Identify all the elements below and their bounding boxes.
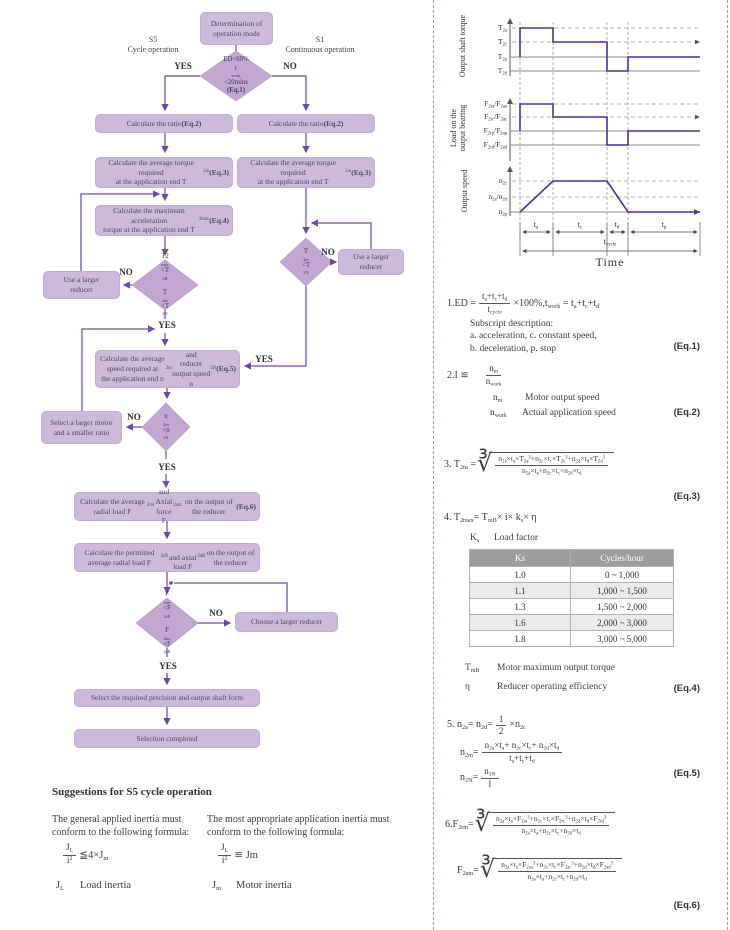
flow-box-select-larger-motor: Select a larger motor and a smaller ratio bbox=[41, 411, 122, 444]
chart-gridlines-dashed bbox=[512, 28, 700, 197]
table-header-row bbox=[470, 550, 674, 567]
flow-box-calc-permitted-load: Calculate the permitted average radial load F 2rB and axial load F 2aB on the output of the reducer bbox=[74, 543, 260, 572]
cycles-cell: 2,000 ~ 3,000 bbox=[571, 615, 674, 631]
interval-tp: $t_p$ bbox=[661, 220, 667, 231]
eq2-tag: (Eq.2) bbox=[673, 407, 700, 418]
bearing-level-c: $F_{2rc}/F_{2ac}$ bbox=[484, 112, 507, 123]
no-label-load: NO bbox=[209, 608, 223, 618]
eq4-tag: (Eq.4) bbox=[673, 683, 700, 694]
yes-label-ed: YES bbox=[174, 61, 192, 71]
col-header-cycles: Cycles/hour bbox=[571, 550, 674, 567]
s1-branch-label: S1 Continuous operation bbox=[285, 35, 355, 55]
flow-box-avg-torque-left: Calculate the average torque required at the application end T 2m (Eq.3) bbox=[95, 157, 233, 188]
table-row bbox=[470, 583, 674, 599]
waveforms bbox=[520, 28, 700, 212]
eq3-tag: (Eq.3) bbox=[673, 491, 700, 502]
bearing-axis-title: Load on the output bearing bbox=[449, 104, 468, 152]
no-label-torque-right: NO bbox=[321, 247, 335, 257]
no-label-speed: NO bbox=[127, 412, 141, 422]
table-row bbox=[470, 599, 674, 615]
torque-level-d: $T_{2d}$ bbox=[497, 66, 507, 77]
equation-5-line1: 5. $n_{2a}= n_{2d}=$ $\frac{1}{2}$ $\times n_{2c}$ bbox=[447, 714, 526, 736]
eq4-legend-eta: η Reducer operating efficiency bbox=[465, 682, 608, 692]
cycles-cell: 3,000 ~ 5,000 bbox=[571, 631, 674, 647]
eq2-legend-app-speed: $n_{work}$ Actual application speed bbox=[490, 408, 616, 419]
speed-waveform bbox=[520, 181, 700, 212]
flow-box-max-accel-torque: Calculate the maximum acceleration torque at the application end T 2max (Eq.4) bbox=[95, 205, 233, 236]
suggestions-right-text: The most appropriate application inertia must conform to the following formula: bbox=[207, 814, 390, 838]
flow-box-use-larger-reducer-left: Use a larger reducer bbox=[43, 271, 120, 299]
interval-ta: $t_a$ bbox=[533, 220, 539, 231]
cube-root-sign: ∛ bbox=[479, 856, 496, 883]
torque-waveform bbox=[520, 28, 700, 71]
eq4-ks-label: $K_s$ Load factor bbox=[470, 533, 539, 544]
cycle-time-label: $t_{cycle}$ bbox=[603, 237, 617, 248]
torque-level-a: $T_{2a}$ bbox=[498, 23, 507, 34]
equation-1-note: Subscript description: a. acceleration, c. constant speed, b. deceleration, p. stop bbox=[470, 319, 597, 354]
bearing-level-p: $F_{2rp}/F_{2ap}$ bbox=[483, 126, 507, 137]
flow-box-calc-radial-load: Calculate the average radial load F 2rm and Axial force F 2am on the output of the reducer (Eq.6) bbox=[74, 492, 260, 521]
torque-level-c: $T_{2c}$ bbox=[498, 37, 507, 48]
flow-box-selection-completed: Selection completed bbox=[74, 729, 260, 748]
suggestions-left-legend: $J_L$ Load inertia bbox=[56, 880, 132, 892]
cube-root-sign: ∛ bbox=[474, 810, 490, 837]
speed-level-c: $n_{2c}$ bbox=[498, 176, 507, 187]
cycles-cell: 1,500 ~ 2,000 bbox=[571, 599, 674, 615]
suggestions-right-legend: $J_m$ Motor inertia bbox=[212, 880, 292, 892]
interval-tc: $t_c$ bbox=[577, 220, 583, 231]
flow-box-calc-ratio-left: Calculate the ratio (Eq.2) bbox=[95, 114, 233, 133]
decision-torque-check-left: T2 max 2B T 2m 2N bbox=[161, 253, 169, 317]
equation-6-line2: $F_{2am}=$ ∛ $\frac{n_{2a}\times t_a\times F_{2aa}^3+n_{2c}\times t_c\times F_{2ac}^3+n_{2d}\times t_d\times F_{2ad}^3}{n_{2a}\times t_a+n_{2c}\times t_c+n_{2d}\times t_d}$ bbox=[457, 858, 622, 883]
flow-box-select-precision: Select the required precision and output shaft form bbox=[74, 689, 260, 707]
yes-label-speed: YES bbox=[158, 462, 176, 472]
bearing-level-d: $F_{2rd}/F_{2ad}$ bbox=[483, 140, 507, 151]
decision-ed-duty: ED<60% t work <20mins (Eq.1) bbox=[223, 56, 249, 95]
eq5-tag: (Eq.5) bbox=[673, 768, 700, 779]
equation-1: 1.ED = $\frac{t_a+t_c+t_d}{t_{cycle}}$ $\times 100\%,t_{work} = t_a+t_c+t_d$ bbox=[447, 291, 600, 317]
eq2-legend-motor-speed: $n_m$ Motor output speed bbox=[493, 393, 600, 404]
table-row bbox=[470, 615, 674, 631]
ks-cell: 1.1 bbox=[470, 583, 571, 599]
flow-box-choose-larger-reducer: Choose a larger reducer bbox=[235, 612, 338, 632]
speed-level-ad: $n_{2a}/n_{2d}$ bbox=[488, 192, 507, 203]
time-boundary-dashes bbox=[520, 22, 628, 250]
flow-box-calc-ratio-right: Calculate the ratio (Eq.2) bbox=[237, 114, 375, 133]
interval-td: $t_d$ bbox=[614, 220, 620, 231]
flow-box-use-larger-reducer-right: Use a larger reducer bbox=[338, 249, 404, 275]
time-axis-label: Time bbox=[595, 255, 625, 269]
ks-cell: 1.0 bbox=[470, 567, 571, 583]
equation-5-line2: $n_{2m}=$ $\frac{n_{2a}\times t_a+ n_{2c}\times t_c+ n_{2d}\times t_d}{t_a+t_c+t_d}$ bbox=[460, 740, 565, 766]
flow-box-avg-torque-right: Calculate the average torque required at the application end T 2m (Eq.3) bbox=[237, 157, 375, 188]
eq6-tag: (Eq.6) bbox=[673, 900, 700, 911]
bearing-load-waveform bbox=[520, 104, 700, 145]
equation-4: 4. $T_{2max}= T_{mB}\times i\times k_s\times \eta$ bbox=[444, 512, 537, 524]
speed-level-p: $n_{2p}$ bbox=[498, 207, 507, 218]
s5-branch-label: S5 Cycle operation bbox=[127, 35, 179, 55]
equation-2: 2.I ≌ $\frac{n_m}{n_{work}}$ bbox=[447, 363, 502, 389]
no-label-ed: NO bbox=[283, 61, 297, 71]
flow-box-start: Determination of operation mode bbox=[200, 12, 273, 45]
suggestions-right-formula: $\frac{J_L}{i^2}$ ≌ Jm bbox=[215, 843, 258, 867]
ks-cell: 1.6 bbox=[470, 615, 571, 631]
suggestions-left-formula: $\frac{J_L}{i^2}$ $≦4\times J_m$ bbox=[60, 843, 108, 867]
eq4-legend-tmb: $T_{mB}$ Motor maximum output torque bbox=[465, 663, 615, 674]
yes-label-load: YES bbox=[159, 661, 177, 671]
cycles-cell: 0 ~ 1,000 bbox=[571, 567, 674, 583]
chart-gridlines-solid bbox=[510, 57, 700, 212]
cycles-cell: 1,000 ~ 1,500 bbox=[571, 583, 674, 599]
bearing-level-a: $F_{2ra}/F_{2aa}$ bbox=[484, 99, 507, 110]
no-label-torque-left: NO bbox=[119, 267, 133, 277]
decision-torque-check-right: 2m <T 2N bbox=[302, 256, 310, 276]
yes-label-torque-right: YES bbox=[255, 354, 273, 364]
equation-3: 3. $T_{2m}$ = ∛ $\frac{n_{2a}\times t_a\times T_{2a}^3+n_{2c}\times t_c\times T_{2c}^3+n_{2d}\times t_d\times T_{2d}^3}{n_{2a}\times t_a+n_{2c}\times t_c+n_{2d}\times t_d}$ bbox=[444, 452, 614, 477]
yes-label-torque-left: YES bbox=[158, 320, 176, 330]
torque-level-p: $T_{2p}$ bbox=[497, 52, 507, 63]
cube-root-sign: ∛ bbox=[477, 450, 493, 477]
col-header-ks: Ks bbox=[470, 550, 571, 567]
equation-5-line3: $n_{2N}=$ $\frac{n_{1N}}{I}$ bbox=[460, 766, 502, 790]
suggestions-title: Suggestions for S5 cycle operation bbox=[52, 786, 212, 798]
eq1-tag: (Eq.1) bbox=[673, 341, 700, 352]
suggestions-left-text: The general applied inertia must conform to the following formula: bbox=[52, 814, 190, 838]
decision-load-check: F 2rm 2rB F 2am 2aB bbox=[163, 591, 171, 655]
table-row bbox=[470, 631, 674, 647]
flow-box-avg-speed: Calculate the average speed required at the application end n 2m and reducer output speed n 2N (Eq.5) bbox=[95, 350, 240, 388]
ks-cell: 1.8 bbox=[470, 631, 571, 647]
torque-axis-title: Output shaft torque bbox=[458, 14, 467, 78]
ks-cell: 1.3 bbox=[470, 599, 571, 615]
table-row bbox=[470, 567, 674, 583]
speed-axis-title: Output speed bbox=[460, 169, 469, 213]
load-factor-table bbox=[469, 549, 674, 647]
decision-speed-check: 2m <n 2N bbox=[162, 421, 170, 441]
equation-6-line1: $6.F_{2rm}=$ ∛ $\frac{n_{2a}\times t_a\times F_{2ra}^3+n_{2c}\times t_c\times F_{2rc}^3+n_{2d}\times t_d\times F_{2rd}^3}{n_{2a}\times t_a+n_{2c}\times t_c+n_{2d}\times t_d}$ bbox=[445, 812, 615, 837]
